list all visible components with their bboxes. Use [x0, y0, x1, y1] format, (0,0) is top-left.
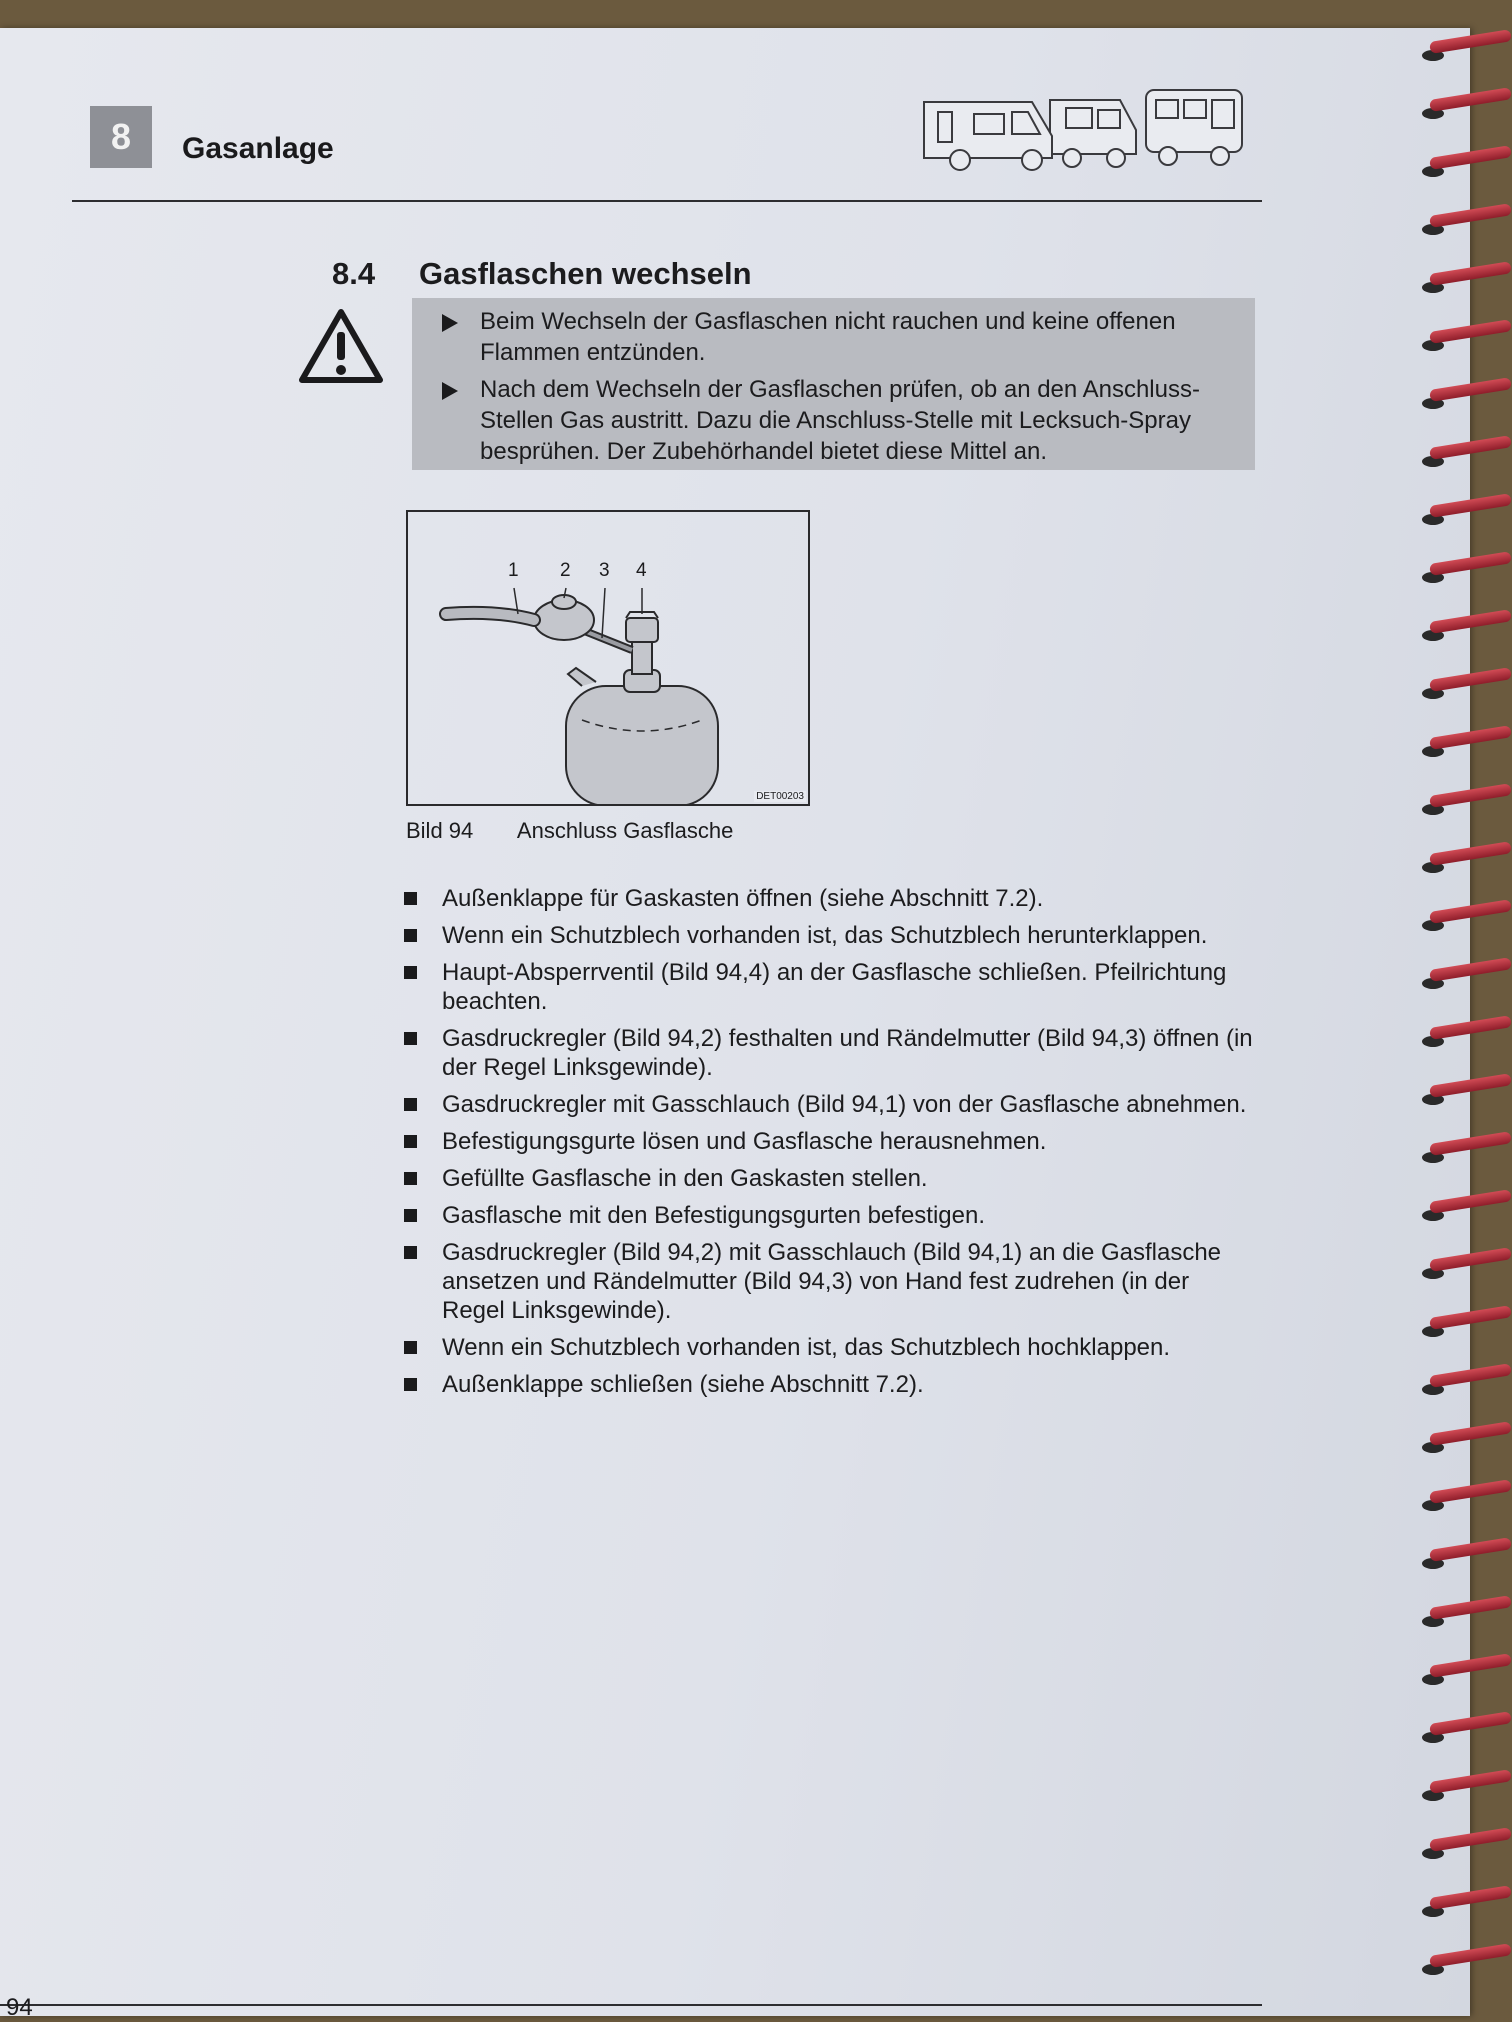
spiral-coil [1418, 1548, 1512, 1574]
spiral-coil [1418, 214, 1512, 240]
list-item [398, 921, 1258, 950]
coil-wire [1429, 1305, 1512, 1330]
spiral-coil [1418, 156, 1512, 182]
spiral-coil [1418, 1316, 1512, 1342]
spiral-binding [1418, 20, 1512, 2016]
spiral-coil [1418, 272, 1512, 298]
spiral-coil [1418, 794, 1512, 820]
spiral-coil [1418, 1664, 1512, 1690]
spiral-coil [1418, 1432, 1512, 1458]
spiral-coil [1418, 98, 1512, 124]
list-item [398, 1201, 1258, 1230]
coil-wire [1429, 1711, 1512, 1736]
spiral-coil [1418, 736, 1512, 762]
warning-item [424, 306, 1235, 368]
spiral-coil [1418, 1780, 1512, 1806]
callout-label: 2 [560, 560, 571, 581]
arrow-bullet-icon [442, 314, 458, 332]
spiral-coil [1418, 446, 1512, 472]
list-item [398, 1164, 1258, 1193]
callout-label: 3 [599, 560, 610, 581]
coil-wire [1429, 493, 1512, 518]
step-text: Gefüllte Gasflasche in den Gaskasten stellen. [442, 1165, 928, 1192]
figure-code: DET00203 [756, 791, 804, 802]
manual-page [0, 28, 1470, 2016]
coil-wire [1429, 725, 1512, 750]
coil-wire [1429, 1885, 1512, 1910]
spiral-coil [1418, 620, 1512, 646]
coil-wire [1429, 1131, 1512, 1156]
coil-wire [1429, 957, 1512, 982]
header-rule [72, 200, 1262, 202]
coil-wire [1429, 1595, 1512, 1620]
spiral-coil [1418, 1954, 1512, 1980]
figure-gas-connection [406, 510, 810, 806]
coil-wire [1429, 87, 1512, 112]
spiral-coil [1418, 852, 1512, 878]
list-item [398, 1370, 1258, 1399]
step-text: Gasdruckregler (Bild 94,2) mit Gasschlauch (Bild 94,1) an die Gasflasche ansetzen und Rändelmutter (Bild 94,3) von Hand fest zudrehen (in der Regel Linksgewinde). [442, 1239, 1222, 1324]
coil-wire [1429, 1943, 1512, 1968]
spiral-coil [1418, 562, 1512, 588]
list-item [398, 1024, 1258, 1082]
spiral-coil [1418, 330, 1512, 356]
coil-wire [1429, 145, 1512, 170]
coil-wire [1429, 1769, 1512, 1794]
list-item [398, 1333, 1258, 1362]
step-text: Wenn ein Schutzblech vorhanden ist, das Schutzblech herunterklappen. [442, 922, 1208, 949]
warning-item [424, 374, 1235, 467]
step-text: Befestigungsgurte lösen und Gasflasche herausnehmen. [442, 1128, 1047, 1155]
spiral-coil [1418, 1722, 1512, 1748]
coil-wire [1429, 435, 1512, 460]
spiral-coil [1418, 1490, 1512, 1516]
arrow-bullet-icon [442, 382, 458, 400]
coil-wire [1429, 1189, 1512, 1214]
motorhomes-illustration [920, 78, 1256, 174]
step-text: Außenklappe schließen (siehe Abschnitt 7.2). [442, 1371, 924, 1398]
coil-wire [1429, 1015, 1512, 1040]
spiral-coil [1418, 1838, 1512, 1864]
spiral-coil [1418, 678, 1512, 704]
coil-wire [1429, 261, 1512, 286]
spiral-coil [1418, 1896, 1512, 1922]
spiral-coil [1418, 40, 1512, 66]
square-bullet-icon [404, 1246, 417, 1259]
step-text: Gasdruckregler mit Gasschlauch (Bild 94,1) von der Gasflasche abnehmen. [442, 1091, 1247, 1118]
list-item [398, 1090, 1258, 1119]
coil-wire [1429, 783, 1512, 808]
chapter-title: Gasanlage [182, 132, 334, 165]
coil-wire [1429, 1421, 1512, 1446]
square-bullet-icon [404, 1341, 417, 1354]
coil-wire [1429, 319, 1512, 344]
figure-frame [406, 510, 810, 806]
step-text: Außenklappe für Gaskasten öffnen (siehe Abschnitt 7.2). [442, 885, 1044, 912]
spiral-coil [1418, 968, 1512, 994]
spiral-coil [1418, 504, 1512, 530]
step-text: Haupt-Absperrventil (Bild 94,4) an der Gasflasche schließen. Pfeilrichtung beachten. [442, 959, 1227, 1015]
instruction-list [398, 884, 1258, 1407]
square-bullet-icon [404, 1098, 417, 1111]
spiral-coil [1418, 1200, 1512, 1226]
coil-wire [1429, 1653, 1512, 1678]
spiral-coil [1418, 1258, 1512, 1284]
coil-wire [1429, 609, 1512, 634]
callout-label: 1 [508, 560, 519, 581]
square-bullet-icon [404, 1172, 417, 1185]
coil-wire [1429, 1247, 1512, 1272]
list-item [398, 1127, 1258, 1156]
coil-wire [1429, 1073, 1512, 1098]
caption-label: Bild 94 [406, 818, 474, 843]
square-bullet-icon [404, 929, 417, 942]
coil-wire [1429, 29, 1512, 54]
list-item [398, 958, 1258, 1016]
spiral-coil [1418, 1084, 1512, 1110]
coil-wire [1429, 377, 1512, 402]
square-bullet-icon [404, 1135, 417, 1148]
step-text: Gasflasche mit den Befestigungsgurten befestigen. [442, 1202, 985, 1229]
spiral-coil [1418, 1606, 1512, 1632]
coil-wire [1429, 1363, 1512, 1388]
coil-wire [1429, 1827, 1512, 1852]
coil-wire [1429, 551, 1512, 576]
warning-text: Beim Wechseln der Gasflaschen nicht rauchen und keine offenen Flammen entzünden. [480, 308, 1176, 366]
square-bullet-icon [404, 892, 417, 905]
page-number: 94 [6, 1994, 33, 2021]
coil-wire [1429, 203, 1512, 228]
step-text: Gasdruckregler (Bild 94,2) festhalten und Rändelmutter (Bild 94,3) öffnen (in der Regel Linksgewinde). [442, 1025, 1253, 1081]
square-bullet-icon [404, 1378, 417, 1391]
warning-triangle-icon [298, 308, 384, 384]
coil-wire [1429, 841, 1512, 866]
coil-wire [1429, 1479, 1512, 1504]
callout-label: 4 [636, 560, 647, 581]
coil-wire [1429, 667, 1512, 692]
spiral-coil [1418, 1142, 1512, 1168]
section-title: Gasflaschen wechseln [419, 256, 752, 291]
section-number: 8.4 [332, 256, 376, 291]
spiral-coil [1418, 910, 1512, 936]
square-bullet-icon [404, 1032, 417, 1045]
list-item [398, 884, 1258, 913]
figure-caption [406, 818, 733, 844]
spiral-coil [1418, 388, 1512, 414]
coil-wire [1429, 1537, 1512, 1562]
list-item [398, 1238, 1258, 1325]
warning-text: Nach dem Wechseln der Gasflaschen prüfen, ob an den Anschluss-Stellen Gas austritt. Dazu die Anschluss-Stelle mit Lecksuch-Spray besprühen. Der Zubehörhandel bietet diese Mittel an. [480, 376, 1200, 465]
square-bullet-icon [404, 966, 417, 979]
caption-text: Anschluss Gasflasche [516, 818, 734, 843]
coil-wire [1429, 899, 1512, 924]
footer-rule [0, 2004, 1262, 2006]
square-bullet-icon [404, 1209, 417, 1222]
warning-box [412, 298, 1255, 470]
chapter-number-badge: 8 [90, 106, 152, 168]
step-text: Wenn ein Schutzblech vorhanden ist, das Schutzblech hochklappen. [442, 1334, 1171, 1361]
spiral-coil [1418, 1026, 1512, 1052]
spiral-coil [1418, 1374, 1512, 1400]
